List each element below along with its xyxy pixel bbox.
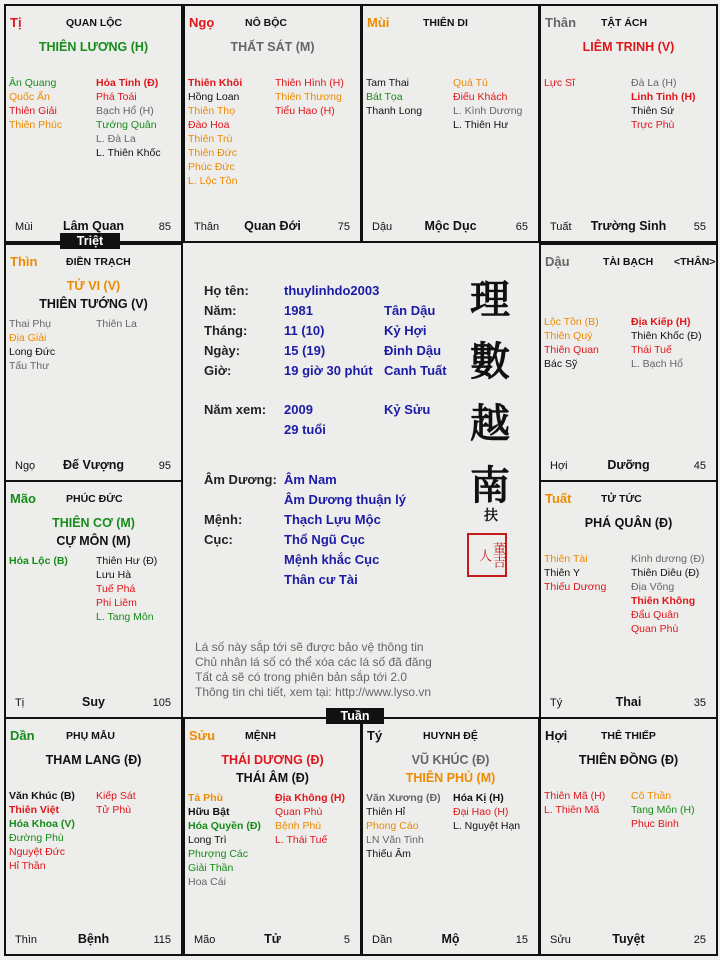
info-value: Thổ Ngũ Cục [284, 532, 365, 547]
minor-star: Thiên Tài [544, 553, 588, 565]
info-value: thuylinhdo2003 [284, 283, 380, 298]
cycle-age: 75 [337, 221, 350, 233]
minor-star: Hồng Loan [188, 91, 240, 103]
minor-star: Linh Tinh (H) [631, 91, 696, 103]
cycle-age: 15 [515, 934, 528, 946]
palace-cell-ti[interactable] [4, 4, 183, 243]
cycle-age: 35 [693, 697, 706, 709]
minor-star: Phá Toái [96, 91, 137, 103]
minor-star: Thiên Đức [188, 147, 238, 159]
info-value: 1981 [284, 303, 313, 318]
minor-star: Thiên Hỉ [366, 806, 406, 818]
main-star: CỰ MÔN (M) [56, 534, 131, 548]
minor-star: Thiên Hư (Đ) [96, 555, 158, 567]
life-stage: Thai [615, 695, 642, 709]
minor-star: Phong Cáo [366, 820, 419, 832]
right-star-column [96, 554, 157, 624]
palace-name: PHỤ MẪU [66, 730, 115, 742]
cycle-branch: Sửu [550, 934, 571, 946]
cycle-age: 45 [693, 460, 706, 472]
main-star: THÁI DƯƠNG (Đ) [221, 753, 324, 767]
minor-star: L. Kình Dương [453, 105, 523, 117]
branch-label: Tý [367, 728, 383, 743]
palace-cell-dau[interactable] [539, 243, 718, 482]
branch-label: Thìn [10, 254, 38, 269]
left-star-column [9, 554, 68, 568]
palace-name: PHÚC ĐỨC [66, 493, 123, 505]
branch-label: Ngọ [189, 15, 215, 30]
cycle-branch: Thìn [15, 934, 38, 946]
minor-star: Hỏa Tinh (Đ) [96, 77, 159, 89]
info-value: 11 (10) [284, 323, 325, 338]
palace-cell-dan[interactable] [4, 717, 183, 956]
minor-star: Thiếu Âm [366, 848, 411, 860]
calligraphy-char: 數 [470, 338, 510, 385]
main-star: VŨ KHÚC (Đ) [411, 753, 490, 767]
left-star-column [9, 76, 62, 132]
life-stage: Trường Sinh [590, 219, 667, 233]
info-label: Năm: [204, 303, 237, 318]
minor-star: Thiên Y [544, 567, 580, 579]
palace-name: THIÊN DI [423, 17, 468, 29]
minor-star: Đào Hoa [188, 119, 230, 131]
minor-star: Thiên Việt [9, 804, 59, 816]
cycle-age: 95 [158, 460, 171, 472]
minor-star: L. Thái Tuế [275, 834, 328, 846]
minor-star: Địa Giải [9, 332, 47, 344]
minor-star: Hoa Cái [188, 876, 226, 888]
info-canchi: Canh Tuất [384, 363, 447, 378]
minor-star: Địa Không (H) [275, 792, 345, 804]
left-star-column [544, 789, 605, 817]
palace-name: NÔ BỘC [245, 17, 287, 29]
minor-star: Tấu Thư [9, 360, 50, 372]
info-value: Âm Dương thuận lý [284, 492, 406, 507]
palace-name: TỬ TỨC [601, 493, 642, 505]
minor-star: L. Thiên Hư [453, 119, 509, 131]
minor-star: Tang Môn (H) [631, 804, 695, 816]
life-stage: Dưỡng [607, 458, 650, 472]
minor-star: Nguyệt Đức [9, 846, 66, 858]
minor-star: Thiên Quý [544, 330, 593, 342]
left-star-column [188, 76, 242, 188]
right-star-column [631, 552, 704, 636]
minor-star: Thiên Thọ [188, 105, 236, 117]
left-star-column [544, 552, 606, 594]
footer-note: Lá số này sắp tới sẽ được bảo vệ thông tin [195, 640, 424, 654]
right-star-column [453, 76, 522, 132]
palace-name: TÀI BẠCH [603, 256, 654, 268]
minor-star: Thiên Thương [275, 91, 342, 103]
branch-label: Mùi [367, 15, 390, 30]
palace-name: ĐIỀN TRẠCH [66, 256, 131, 268]
palace-cell-suu[interactable] [183, 717, 362, 956]
minor-star: Thiên Khốc (Đ) [631, 330, 702, 342]
main-star: THIÊN CƠ (M) [52, 516, 135, 530]
life-stage: Mộ [441, 932, 460, 946]
right-star-column [275, 791, 345, 847]
minor-star: Hỉ Thần [9, 860, 46, 872]
info-value: 2009 [284, 402, 313, 417]
calligraphy-char: 南 [470, 462, 510, 509]
minor-star: Đẩu Quân [631, 609, 679, 621]
main-star: PHÁ QUÂN (Đ) [584, 516, 673, 530]
branch-label: Thân [545, 15, 577, 30]
palace-cell-than[interactable] [539, 4, 718, 243]
cycle-age: 85 [158, 221, 171, 233]
minor-star: Địa Kiếp (H) [631, 316, 691, 328]
main-star: THIÊN TƯỚNG (V) [39, 297, 148, 311]
minor-star: Thiên Quan [544, 344, 599, 356]
minor-star: Thiên La [96, 318, 137, 330]
footer-note: Thông tin chi tiết, xem tại: http://www.lyso.vn [195, 685, 432, 699]
minor-star: Quả Tú [453, 77, 488, 89]
minor-star: Long Trì [188, 834, 227, 846]
cycle-age: 105 [152, 697, 171, 709]
right-star-column [96, 789, 136, 817]
right-star-column [275, 76, 344, 118]
main-star: THIÊN ĐỒNG (Đ) [578, 753, 679, 767]
cycle-age: 25 [693, 934, 706, 946]
minor-star: Bác Sỹ [544, 358, 578, 370]
body-palace-marker: <THÂN> [674, 256, 716, 268]
minor-star: Thiên Diêu (Đ) [631, 567, 700, 579]
right-star-column [96, 317, 137, 331]
minor-star: Thiên Sứ [631, 105, 675, 117]
info-canchi: Kỷ Sửu [384, 402, 431, 417]
minor-star: Hóa Quyền (Đ) [188, 820, 261, 832]
minor-star: Thiên Phúc [9, 119, 63, 131]
info-label: Họ tên: [204, 283, 249, 298]
life-stage: Đế Vượng [63, 458, 124, 472]
minor-star: Thiên Hình (H) [275, 77, 344, 89]
right-star-column [96, 76, 161, 160]
life-stage: Mộc Dục [424, 219, 477, 233]
minor-star: Thiên Giải [9, 105, 57, 117]
minor-star: Thiên Không [631, 595, 696, 607]
cycle-branch: Mão [194, 934, 216, 946]
palace-name: QUAN LỘC [66, 17, 122, 29]
minor-star: Văn Khúc (B) [9, 790, 75, 802]
info-label: Năm xem: [204, 402, 267, 417]
branch-label: Hợi [545, 728, 568, 743]
left-star-column [544, 76, 575, 90]
calligraphy-char: 越 [470, 400, 510, 447]
life-stage: Bệnh [77, 932, 110, 946]
cycle-age: 55 [693, 221, 706, 233]
minor-star: Tuế Phá [96, 583, 136, 595]
palace-cell-mao[interactable] [4, 480, 183, 719]
minor-star: Long Đức [9, 346, 56, 358]
info-value: 29 tuổi [284, 422, 326, 437]
minor-star: Phượng Các [188, 848, 249, 860]
palace-cell-ngo[interactable] [183, 4, 362, 243]
minor-star: Hóa Kị (H) [453, 792, 504, 804]
palace-cell-mui[interactable] [361, 4, 540, 243]
cycle-age: 115 [153, 934, 171, 946]
cycle-branch: Dậu [372, 221, 393, 233]
cycle-age: 5 [343, 934, 350, 946]
main-star: LIÊM TRINH (V) [582, 40, 675, 54]
minor-star: Địa Võng [631, 581, 675, 593]
left-star-column [544, 315, 599, 371]
info-canchi: Kỷ Hợi [384, 323, 427, 338]
info-label: Giờ: [204, 363, 232, 378]
left-star-column [9, 317, 55, 373]
info-value: Mệnh khắc Cục [284, 552, 380, 567]
minor-star: Thiên Khôi [188, 77, 243, 89]
branch-label: Tuất [545, 491, 572, 506]
branch-label: Dần [10, 728, 35, 743]
minor-star: L. Đà La [96, 133, 136, 145]
right-star-column [453, 791, 520, 833]
minor-star: L. Tang Môn [96, 611, 154, 623]
info-value: 15 (19) [284, 343, 326, 358]
footer-note: Tất cả sẽ có trong phiên bản sắp tới 2.0 [195, 670, 407, 684]
palace-name: THÊ THIẾP [601, 730, 656, 742]
right-star-column [631, 789, 695, 831]
minor-star: Tả Phù [188, 792, 224, 804]
palace-name: MỆNH [245, 730, 276, 742]
minor-star: LN Văn Tinh [366, 834, 424, 846]
minor-star: Thái Tuế [631, 344, 672, 356]
minor-star: Kiếp Sát [96, 790, 136, 802]
minor-star: Tam Thai [366, 77, 409, 89]
left-star-column [366, 76, 422, 118]
minor-star: Tướng Quân [96, 119, 157, 131]
minor-star: Ân Quang [9, 77, 57, 89]
life-stage: Tử [264, 932, 281, 946]
cycle-branch: Tuất [550, 221, 572, 233]
minor-star: Quan Phù [275, 806, 323, 818]
info-value: Thạch Lựu Mộc [284, 512, 381, 527]
cycle-branch: Tý [550, 697, 563, 709]
minor-star: Thiếu Dương [544, 581, 607, 593]
minor-star: L. Lộc Tồn [188, 175, 238, 187]
info-label: Âm Dương: [204, 472, 277, 487]
info-label: Cục: [204, 532, 233, 547]
branch-label: Tị [10, 15, 22, 30]
branch-label: Dậu [545, 254, 570, 269]
left-star-column [188, 791, 261, 889]
cycle-branch: Hợi [550, 460, 568, 472]
minor-star: Thiên Mã (H) [544, 790, 606, 802]
minor-star: L. Thiên Khốc [96, 147, 161, 159]
main-star: THIÊN LƯƠNG (H) [38, 40, 149, 54]
minor-star: Bạch Hổ (H) [96, 105, 154, 117]
info-value: 19 giờ 30 phút [284, 363, 373, 378]
minor-star: L. Nguyệt Hạn [453, 820, 521, 832]
palace-cell-hoi[interactable] [539, 717, 718, 956]
main-star: THÁI ÂM (Đ) [236, 771, 309, 785]
triet-tag: Triệt [60, 233, 120, 249]
info-value: Thân cư Tài [284, 572, 358, 587]
info-value: Âm Nam [284, 472, 337, 487]
minor-star: Phục Binh [631, 818, 679, 830]
minor-star: Phi Liêm [96, 597, 137, 609]
minor-star: Hóa Khoa (V) [9, 818, 75, 830]
minor-star: Thanh Long [366, 105, 423, 117]
info-canchi: Đinh Dậu [384, 343, 442, 358]
minor-star: Đường Phù [9, 832, 64, 844]
branch-label: Mão [10, 491, 36, 506]
palace-cell-thin[interactable] [4, 243, 183, 482]
palace-name: HUYNH ĐỆ [423, 730, 478, 742]
minor-star: Lực Sĩ [544, 77, 575, 89]
minor-star: Đà La (H) [631, 77, 677, 89]
minor-star: Tử Phù [96, 804, 132, 816]
info-label: Mệnh: [204, 512, 243, 527]
palace-name: TẬT ÁCH [601, 17, 648, 29]
minor-star: Bệnh Phù [275, 820, 322, 832]
minor-star: Cô Thần [631, 790, 672, 802]
left-star-column [366, 791, 441, 861]
minor-star: Văn Xương (Đ) [366, 792, 441, 804]
info-canchi: Tân Dậu [384, 303, 436, 318]
minor-star: Phúc Đức [188, 161, 235, 173]
minor-star: L. Bạch Hổ [631, 358, 683, 370]
right-star-column [631, 315, 702, 371]
red-seal: 董吉人 [467, 533, 507, 577]
footer-note: Chủ nhân lá số có thể xóa các lá số đã đăng [195, 655, 432, 669]
main-star: THAM LANG (Đ) [45, 753, 142, 767]
minor-star: Quốc Ấn [9, 91, 50, 103]
minor-star: L. Thiên Mã [544, 804, 600, 816]
info-label: Ngày: [204, 343, 241, 358]
cycle-branch: Tị [15, 697, 25, 709]
minor-star: Thai Phụ [9, 318, 52, 330]
palace-cell-tuat[interactable] [539, 480, 718, 719]
calligraphy-char: 理 [470, 276, 510, 323]
minor-star: Trực Phù [631, 119, 675, 131]
minor-star: Lưu Hà [96, 569, 132, 581]
cycle-branch: Dần [372, 934, 393, 946]
cycle-branch: Ngọ [15, 460, 36, 472]
cycle-age: 65 [515, 221, 528, 233]
info-label: Tháng: [204, 323, 248, 338]
right-star-column [631, 76, 696, 132]
life-stage: Suy [82, 695, 105, 709]
minor-star: Điếu Khách [453, 91, 508, 103]
main-star: TỬ VI (V) [66, 279, 121, 293]
life-stage: Tuyệt [612, 932, 645, 946]
tuan-tag: Tuần [326, 708, 384, 724]
minor-star: Hóa Lộc (B) [9, 555, 68, 567]
branch-label: Sửu [189, 728, 216, 743]
life-stage: Lâm Quan [62, 219, 125, 233]
minor-star: Lộc Tồn (B) [544, 316, 599, 328]
minor-star: Hữu Bật [188, 806, 230, 818]
main-star: THẤT SÁT (M) [230, 40, 315, 54]
minor-star: Giải Thần [188, 862, 234, 874]
palace-cell-ty[interactable] [361, 717, 540, 956]
calligraphy-small: 扶 [484, 508, 498, 524]
minor-star: Đại Hao (H) [453, 806, 509, 818]
minor-star: Tiểu Hao (H) [275, 105, 335, 117]
cycle-branch: Mùi [15, 221, 33, 233]
minor-star: Bát Tọa [366, 91, 403, 103]
life-stage: Quan Đới [244, 219, 301, 233]
minor-star: Kình dương (Đ) [631, 553, 705, 565]
minor-star: Quan Phù [631, 623, 679, 635]
main-star: THIÊN PHỦ (M) [405, 771, 496, 785]
cycle-branch: Thân [194, 221, 220, 233]
minor-star: Thiên Trù [188, 133, 233, 145]
left-star-column [9, 789, 75, 873]
